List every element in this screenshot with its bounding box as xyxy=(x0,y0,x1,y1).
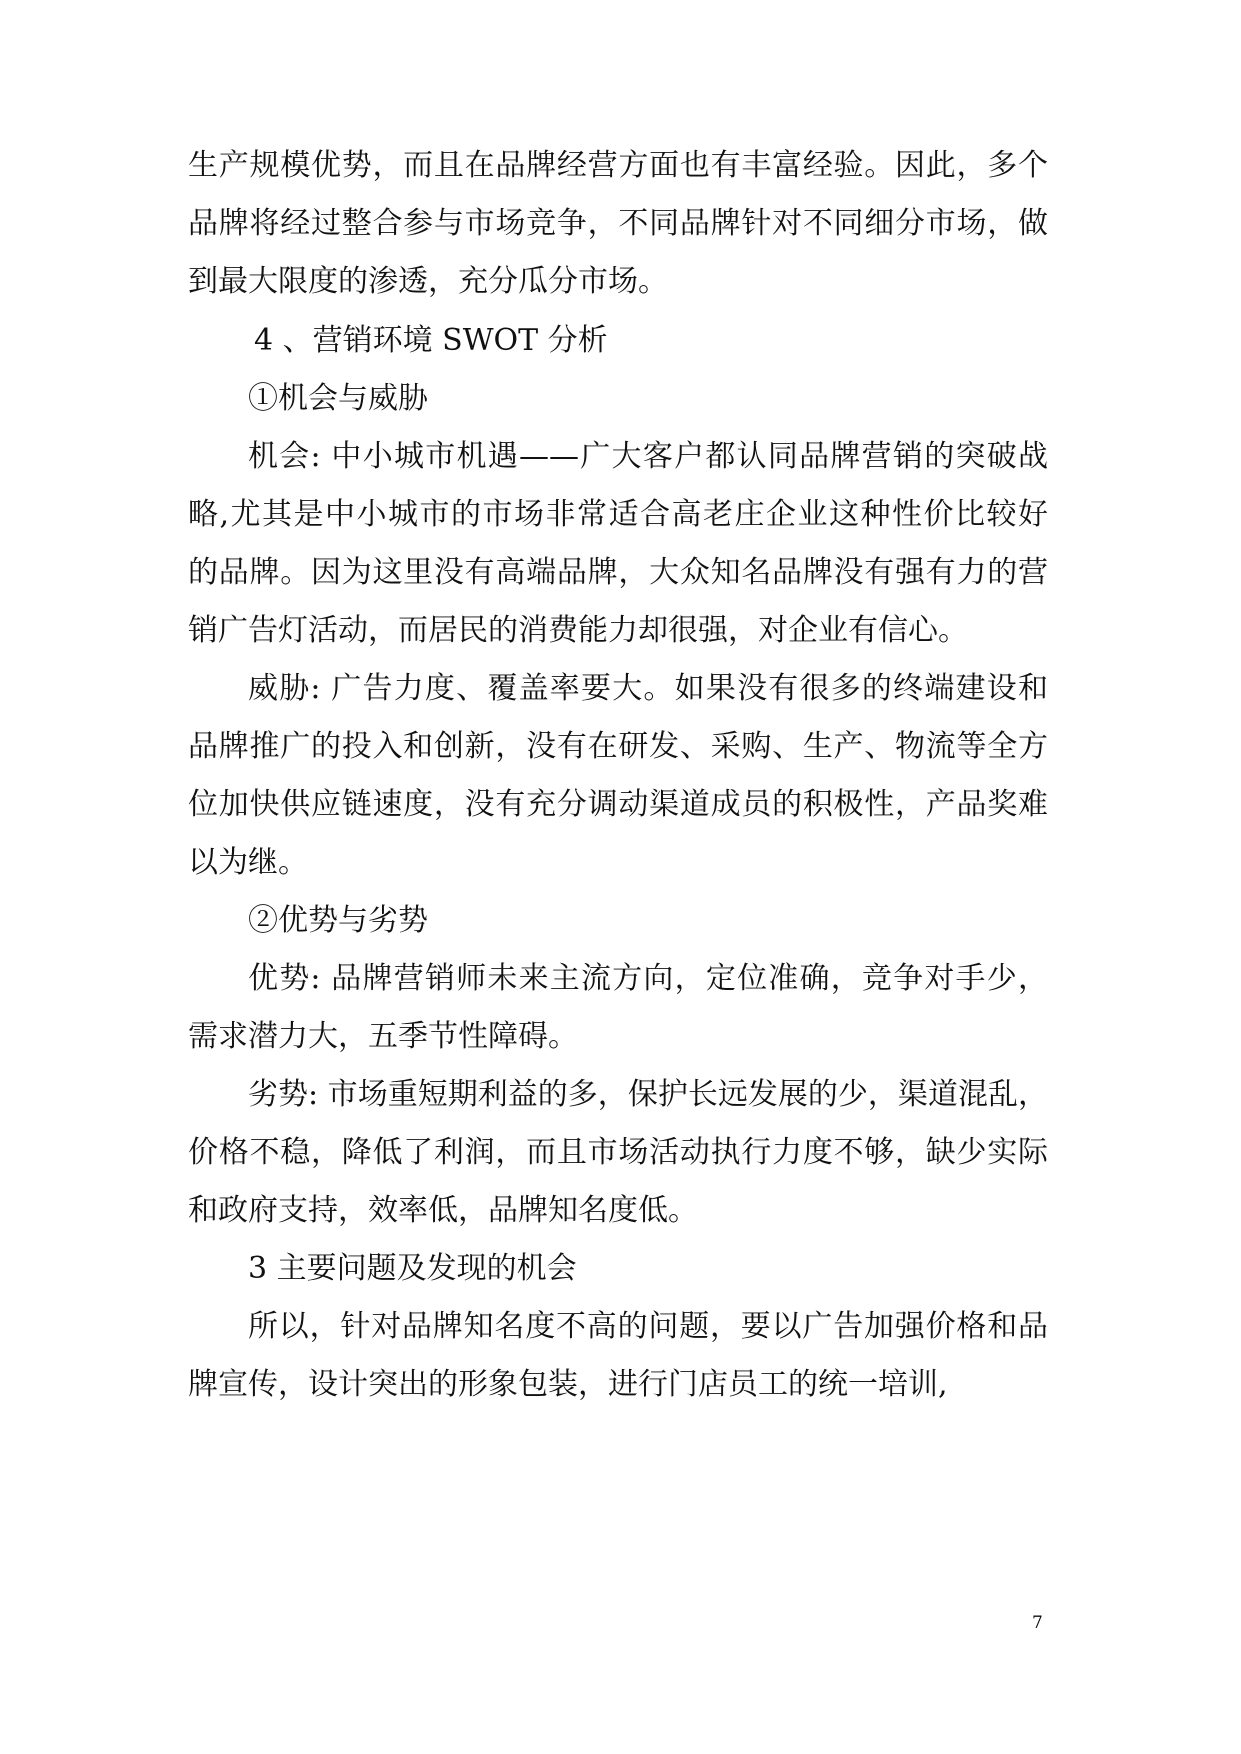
page-number: 7 xyxy=(1032,1613,1043,1633)
section-heading: 4 、营销环境 SWOT 分析 xyxy=(254,323,608,358)
text-line: 位加快供应链速度，没有充分调动渠道成员的积极性，产品奖难 xyxy=(188,787,1048,822)
text-line: 需求潜力大，五季节性障碍。 xyxy=(188,1019,578,1054)
text-line: 价格不稳，降低了利润，而且市场活动执行力度不够，缺少实际 xyxy=(188,1135,1048,1170)
text-line: 略,尤其是中小城市的市场非常适合高老庄企业这种性价比较好 xyxy=(188,497,1048,532)
text-line: 牌宣传，设计突出的形象包装，进行门店员工的统一培训, xyxy=(188,1367,948,1402)
subsection-heading: ②优势与劣势 xyxy=(248,903,428,938)
text-line: 威胁: 广告力度、覆盖率要大。如果没有很多的终端建设和 xyxy=(248,671,1048,706)
text-line: 劣势: 市场重短期利益的多，保护长远发展的少，渠道混乱， xyxy=(248,1077,1048,1112)
text-line: 的品牌。因为这里没有高端品牌，大众知名品牌没有强有力的营 xyxy=(188,555,1048,590)
section-heading: 3 主要问题及发现的机会 xyxy=(248,1251,577,1286)
text-line: 机会: 中小城市机遇——广大客户都认同品牌营销的突破战 xyxy=(248,439,1048,474)
text-line: 所以，针对品牌知名度不高的问题，要以广告加强价格和品 xyxy=(248,1309,1048,1344)
text-line: 品牌将经过整合参与市场竞争，不同品牌针对不同细分市场，做 xyxy=(188,206,1048,241)
text-line: 销广告灯活动，而居民的消费能力却很强，对企业有信心。 xyxy=(188,613,968,648)
text-line: 优势: 品牌营销师未来主流方向，定位准确，竞争对手少， xyxy=(248,961,1048,996)
subsection-heading: ①机会与威胁 xyxy=(248,381,428,416)
text-line: 品牌推广的投入和创新，没有在研发、采购、生产、物流等全方 xyxy=(188,729,1048,764)
text-line: 和政府支持，效率低，品牌知名度低。 xyxy=(188,1193,698,1228)
text-line: 以为继。 xyxy=(188,845,308,880)
text-line: 生产规模优势，而且在品牌经营方面也有丰富经验。因此，多个 xyxy=(188,148,1048,183)
text-line: 到最大限度的渗透，充分瓜分市场。 xyxy=(188,264,668,299)
